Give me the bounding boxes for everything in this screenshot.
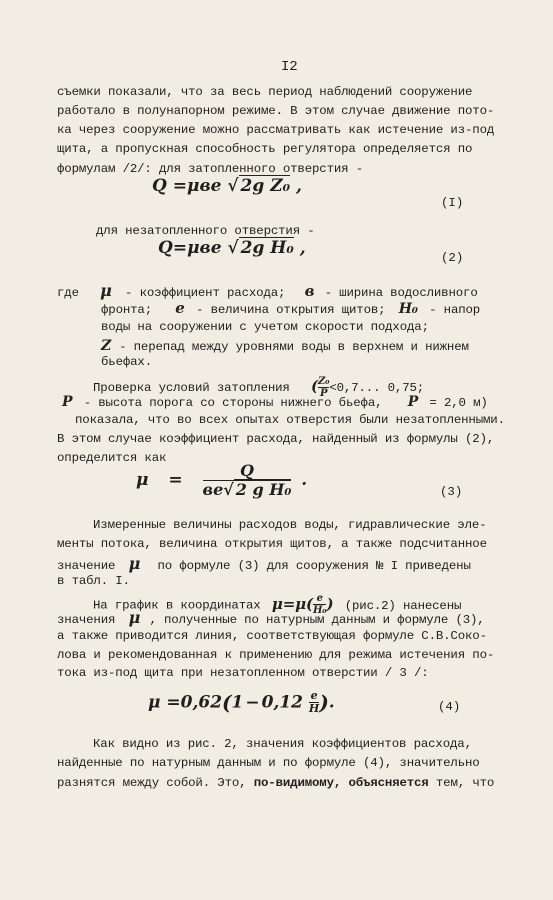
text-line: значение μ по формуле (3) для сооружения № I приведены: [57, 554, 471, 573]
z-symbol: Z: [101, 338, 112, 354]
p-symbol: P: [62, 394, 73, 410]
equation-4: μ =0,62(1 − 0,12 $\frac{е}{H}$ ).: [148, 689, 335, 716]
text-line: фронта; е - величина открытия щитов; H₀ - напор: [101, 299, 481, 317]
text-line: воды на сооружении с учетом скорости подхода;: [101, 320, 429, 334]
text-line: определится как: [57, 451, 167, 465]
text-line: работало в полунапорном режиме. В этом случае движение пото-: [57, 104, 495, 118]
b-symbol: в: [304, 282, 315, 300]
text-line: менты потока, величина открытия щитов, а также подсчитанное: [57, 537, 487, 551]
text-line: Как видно из рис. 2, значения коэффициентов расхода,: [93, 737, 472, 751]
text-line: На график в координатах μ=μ( $\frac{е}{\text{H₀}}$ ) (рис.2) нанесены: [93, 593, 462, 616]
text-line: Проверка условий затопления ( $\frac{\text{Z₀}}{P}$ <0,7... 0,75;: [93, 376, 425, 399]
page-number: I2: [281, 59, 298, 75]
text-line: для незатопленного отверстия -: [96, 224, 315, 238]
text-line: щита, а пропускная способность регулятора определяется по: [57, 142, 473, 156]
equation-1: Q =μве √ 2g Z₀ ,: [152, 176, 302, 196]
h0-symbol: H₀: [398, 301, 418, 317]
equation-1-number: (I): [441, 196, 464, 210]
equation-2: Q=μве √ 2g H₀ ,: [158, 238, 306, 258]
text-line: лова и рекомендованная к применению для режима истечения по-: [57, 648, 495, 662]
equation-4-number: (4): [438, 700, 461, 714]
text-line: ка через сооружение можно рассматривать как истечение из-под: [57, 123, 495, 137]
equation-3-number: (3): [440, 485, 463, 499]
equation-2-number: (2): [441, 251, 464, 265]
text-line: показала, что во всех опытах отверстия были незатопленными.: [75, 413, 505, 427]
text-line: значения μ , полученные по натурным данным и формуле (3),: [57, 608, 485, 627]
text-line: В этом случае коэффициент расхода, найденный из формулы (2),: [57, 432, 495, 446]
text-line: где μ - коэффициент расхода; в - ширина водосливного: [57, 281, 478, 300]
e-symbol: е: [175, 299, 185, 317]
text-line: P - высота порога со стороны нижнего бьефа, P = 2,0 м): [62, 394, 488, 410]
text-line: а также приводится линия, соответствующая формуле С.В.Соко-: [57, 629, 487, 643]
equation-3: μ = $\frac{Q}{\text{ве√ 2 g H₀}}$ .: [136, 461, 308, 499]
mu-symbol: μ: [100, 281, 112, 300]
text-line: Измеренные величины расходов воды, гидравлические эле-: [93, 518, 487, 532]
text-line: в табл. I.: [57, 574, 130, 588]
text-line: формулам /2/: для затопленного отверстия -: [57, 162, 363, 176]
text-line: Z - перепад между уровнями воды в верхнем и нижнем: [101, 338, 469, 354]
text-line: найденные по натурным данным и по формуле (4), значительно: [57, 756, 480, 770]
text-line: бьефах.: [101, 355, 152, 369]
text-line: съемки показали, что за весь период наблюдений сооружение: [57, 85, 473, 99]
text-line: разнятся между собой. Это, по-видимому, объясняется тем, что: [57, 776, 495, 790]
text-line: тока из-под щита при незатопленном отверстии / 3 /:: [57, 666, 429, 680]
